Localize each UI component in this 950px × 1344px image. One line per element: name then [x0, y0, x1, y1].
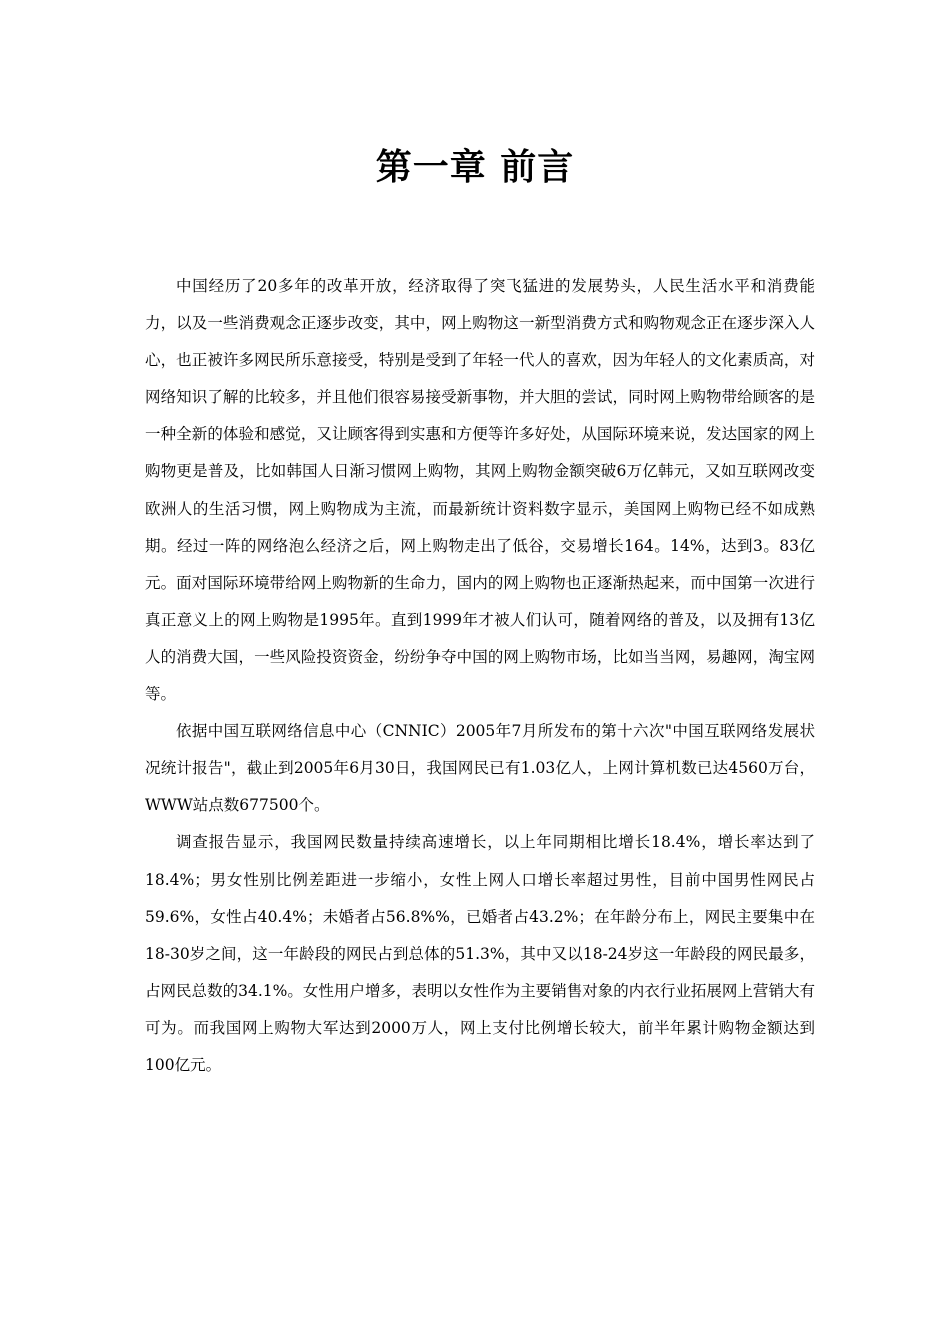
chapter-body [145, 268, 815, 1084]
paragraph-intro: 中国经历了20多年的改革开放，经济取得了突飞猛进的发展势头，人民生活水平和消费能力，以及一些消费观念正逐步改变，其中，网上购物这一新型消费方式和购物观念正在逐步深入人心，也正被许多网民所乐意接受，特别是受到了年轻一代人的喜欢，因为年轻人的文化素质高，对网络知识了解的比较多，并且他们很容易接受新事物，并大胆的尝试，同时网上购物带给顾客的是一种全新的体验和感觉，又让顾客得到实惠和方便等许多好处，从国际环境来说，发达国家的网上购物更是普及，比如韩国人日渐习惯网上购物，其网上购物金额突破6万亿韩元，又如互联网改变欧洲人的生活习惯，网上购物成为主流，而最新统计资料数字显示，美国网上购物已经不如成熟期。经过一阵的网络泡么经济之后，网上购物走出了低谷，交易增长164。14%，达到3。83亿元。面对国际环境带给网上购物新的生命力，国内的网上购物也正逐渐热起来，而中国第一次进行真正意义上的网上购物是1995年。直到1999年才被人们认可，随着网络的普及，以及拥有13亿人的消费大国，一些风险投资资金，纷纷争夺中国的网上购物市场，比如当当网，易趣网，淘宝网等。 [145, 277, 815, 704]
paragraph-survey-results: 调查报告显示，我国网民数量持续高速增长，以上年同期相比增长18.4%，增长率达到了18.4%；男女性别比例差距进一步缩小，女性上网人口增长率超过男性，目前中国男性网民占59.6%，女性占40.4%；未婚者占56.8%%，已婚者占43.2%；在年龄分布上，网民主要集中在18-30岁之间，这一年龄段的网民占到总体的51.3%，其中又以18-24岁这一年龄段的网民最多，占网民总数的34.1%。女性用户增多，表明以女性作为主要销售对象的内衣行业拓展网上营销大有可为。而我国网上购物大军达到2000万人，网上支付比例增长较大，前半年累计购物金额达到100亿元。 [145, 833, 815, 1074]
paragraph-cnnic-report: 依据中国互联网络信息中心（CNNIC）2005年7月所发布的第十六次"中国互联网络发展状况统计报告"，截止到2005年6月30日，我国网民已有1.03亿人，上网计算机数已达4560万台，WWW站点数677500个。 [145, 722, 815, 815]
chapter-title: 第一章 前言 [375, 147, 575, 188]
